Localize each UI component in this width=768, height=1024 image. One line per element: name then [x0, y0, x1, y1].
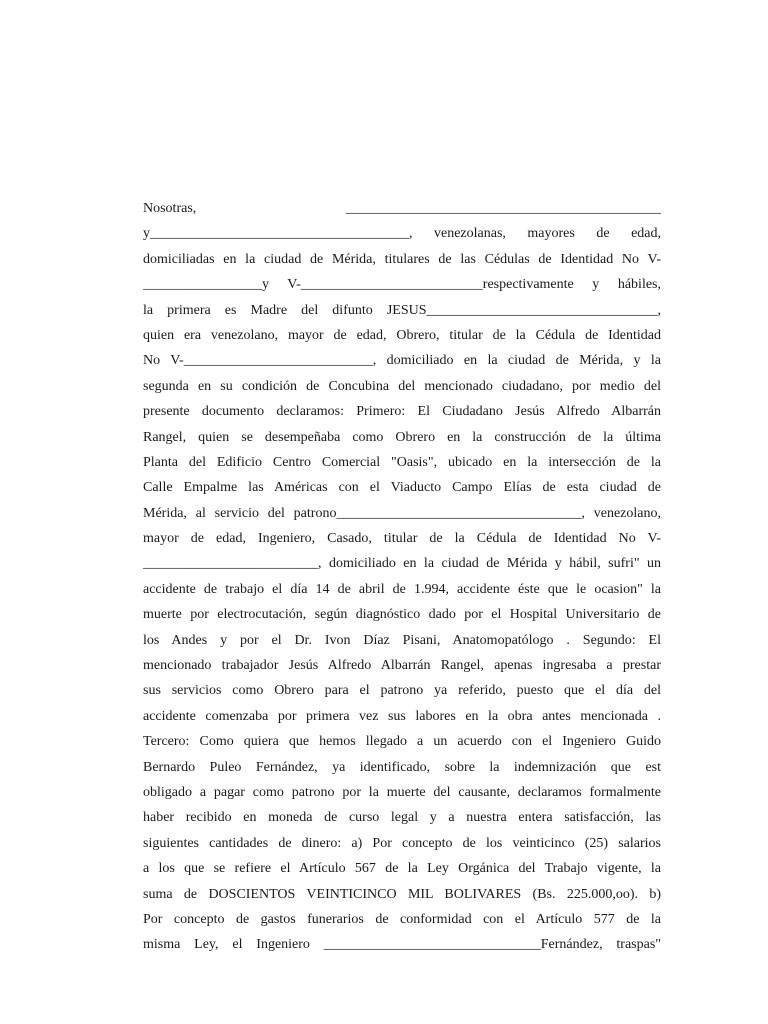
- text-line: Por concepto de gastos funerarios de conformidad con el Artículo 577 de la: [143, 911, 661, 927]
- text-line: quien era venezolano, mayor de edad, Obrero, titular de la Cédula de Identidad: [143, 327, 661, 343]
- text-line: No V-___________________________, domiciliado en la ciudad de Mérida, y la: [143, 353, 661, 369]
- text-line: Bernardo Puleo Fernández, ya identificado, sobre la indemnización que est: [143, 759, 661, 775]
- document-body: [143, 196, 661, 958]
- text-line: mayor de edad, Ingeniero, Casado, titular de la Cédula de Identidad No V-: [143, 531, 661, 547]
- text-line: domiciliadas en la ciudad de Mérida, titulares de las Cédulas de Identidad No V-: [143, 251, 661, 267]
- text-line: _________________________, domiciliado en la ciudad de Mérida y hábil, sufri" un: [143, 556, 661, 572]
- text-line: misma Ley, el Ingeniero _______________________________Fernández, traspas": [143, 937, 661, 953]
- text-line: y_____________________________________, venezolanas, mayores de edad,: [143, 226, 661, 242]
- text-line: Tercero: Como quiera que hemos llegado a un acuerdo con el Ingeniero Guido: [143, 734, 661, 750]
- text-line: siguientes cantidades de dinero: a) Por concepto de los veinticinco (25) salarios: [143, 835, 661, 851]
- text-line: suma de DOSCIENTOS VEINTICINCO MIL BOLIVARES (Bs. 225.000,oo). b): [143, 886, 661, 902]
- text-line: Calle Empalme las Américas con el Viaducto Campo Elías de esta ciudad de: [143, 480, 661, 496]
- text-line: accidente comenzaba por primera vez sus labores en la obra antes mencionada .: [143, 708, 661, 724]
- text-line: _________________y V-__________________________respectivamente y hábiles,: [143, 277, 661, 293]
- text-line: accidente de trabajo el día 14 de abril de 1.994, accidente éste que le ocasion" la: [143, 581, 661, 597]
- text-line: presente documento declaramos: Primero: El Ciudadano Jesús Alfredo Albarrán: [143, 404, 661, 420]
- text-line: a los que se refiere el Artículo 567 de la Ley Orgánica del Trabajo vigente, la: [143, 861, 661, 877]
- text-line: muerte por electrocutación, según diagnóstico dado por el Hospital Universitario de: [143, 607, 661, 623]
- text-line: sus servicios como Obrero para el patrono ya referido, puesto que el día del: [143, 683, 661, 699]
- text-line: la primera es Madre del difunto JESUS_________________________________,: [143, 302, 661, 318]
- text-line: mencionado trabajador Jesús Alfredo Albarrán Rangel, apenas ingresaba a prestar: [143, 658, 661, 674]
- text-line: segunda en su condición de Concubina del mencionado ciudadano, por medio del: [143, 378, 661, 394]
- text-line: los Andes y por el Dr. Ivon Díaz Pisani, Anatomopatólogo . Segundo: El: [143, 632, 661, 648]
- text-line: haber recibido en moneda de curso legal y a nuestra entera satisfacción, las: [143, 810, 661, 826]
- text-line: Rangel, quien se desempeñaba como Obrero en la construcción de la última: [143, 429, 661, 445]
- text-line: Planta del Edificio Centro Comercial "Oasis", ubicado en la intersección de la: [143, 454, 661, 470]
- text-line: Nosotras, _____________________________________________: [143, 201, 661, 216]
- text-line: Mérida, al servicio del patrono___________________________________, venezolano,: [143, 505, 661, 521]
- text-line: obligado a pagar como patrono por la muerte del causante, declaramos formalmente: [143, 784, 661, 800]
